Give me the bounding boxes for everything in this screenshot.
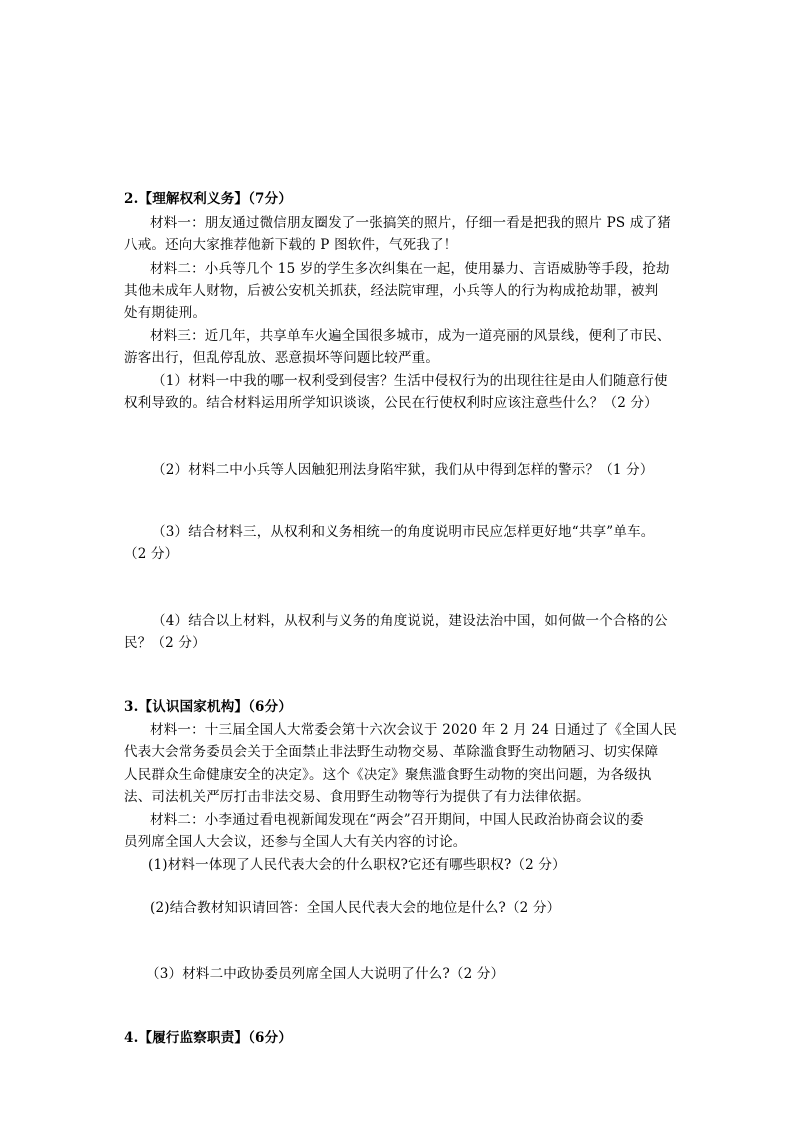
q3-line: 材料一：十三届全国人大常委会第十六次会议于 2020 年 2 月 24 日通过了《全国人民	[150, 722, 677, 738]
q2-subquestion-2: （2）材料二中小兵等人因触犯刑法身陷牢狱，我们从中得到怎样的警示？（1 分）	[152, 462, 654, 478]
q3-line: 人民群众生命健康安全的决定》。这个《决定》聚焦滥食野生动物的突出问题，为各级执	[124, 767, 652, 783]
q2-subquestion-3-cont: （2 分）	[124, 546, 179, 562]
q4-heading: 4.【履行监察职责】（6分）	[124, 1030, 293, 1046]
q3-subquestion-1: (1)材料一体现了人民代表大会的什么职权?它还有哪些职权?（2 分）	[148, 857, 566, 873]
q3-heading: 3.【认识国家机构】（6分）	[124, 699, 293, 715]
q2-line: 八戒。还向大家推荐他新下载的 P 图软件，气死我了！	[124, 237, 458, 253]
q3-line: 法、司法机关严厉打击非法交易、食用野生动物等行为提供了有力法律依据。	[124, 789, 590, 805]
q2-subquestion-4-cont: 民？（2 分）	[124, 635, 206, 651]
q3-subquestion-3: （3）材料二中政协委员列席全国人大说明了什么?（2 分）	[146, 966, 505, 982]
q3-line: 员列席全国人大会议，还参与全国人大有关内容的讨论。	[124, 834, 467, 850]
q2-subquestion-1: （1）材料一中我的哪一权利受到侵害？生活中侵权行为的出现往往是由人们随意行使	[152, 373, 668, 389]
q3-line: 代表大会常务委员会关于全面禁止非法野生动物交易、革除滥食野生动物陋习、切实保障	[124, 744, 659, 760]
q2-line: 游客出行，但乱停乱放、恶意损坏等问题比较严重。	[124, 350, 440, 366]
q2-line: 材料二：小兵等几个 15 岁的学生多次纠集在一起，使用暴力、言语威胁等手段，抢劫	[150, 261, 670, 277]
q2-line: 处有期徒刑。	[124, 305, 207, 321]
q2-heading: 2.【理解权利义务】（7分）	[124, 191, 293, 207]
q2-subquestion-1-cont: 权利导致的。结合材料运用所学知识谈谈，公民在行使权利时应该注意些什么？（2 分）	[124, 395, 658, 411]
q3-subquestion-2: (2)结合教材知识请回答：全国人民代表大会的地位是什么?（2 分）	[150, 900, 561, 916]
q2-subquestion-3: （3）结合材料三，从权利和义务相统一的角度说明市民应怎样更好地“共享”单车。	[152, 524, 655, 540]
q2-line: 其他未成年人财物，后被公安机关抓获，经法院审理，小兵等人的行为构成抢劫罪，被判	[124, 283, 659, 299]
q2-line: 材料一：朋友通过微信朋友圈发了一张搞笑的照片，仔细一看是把我的照片 PS 成了猪	[150, 215, 671, 231]
q3-line: 材料二：小李通过看电视新闻发现在“两会”召开期间，中国人民政治协商会议的委	[150, 812, 644, 828]
q2-subquestion-4: （4）结合以上材料，从权利与义务的角度说说，建设法治中国，如何做一个合格的公	[152, 613, 668, 629]
q2-line: 材料三：近几年，共享单车火遍全国很多城市，成为一道亮丽的风景线，便利了市民、	[150, 328, 671, 344]
